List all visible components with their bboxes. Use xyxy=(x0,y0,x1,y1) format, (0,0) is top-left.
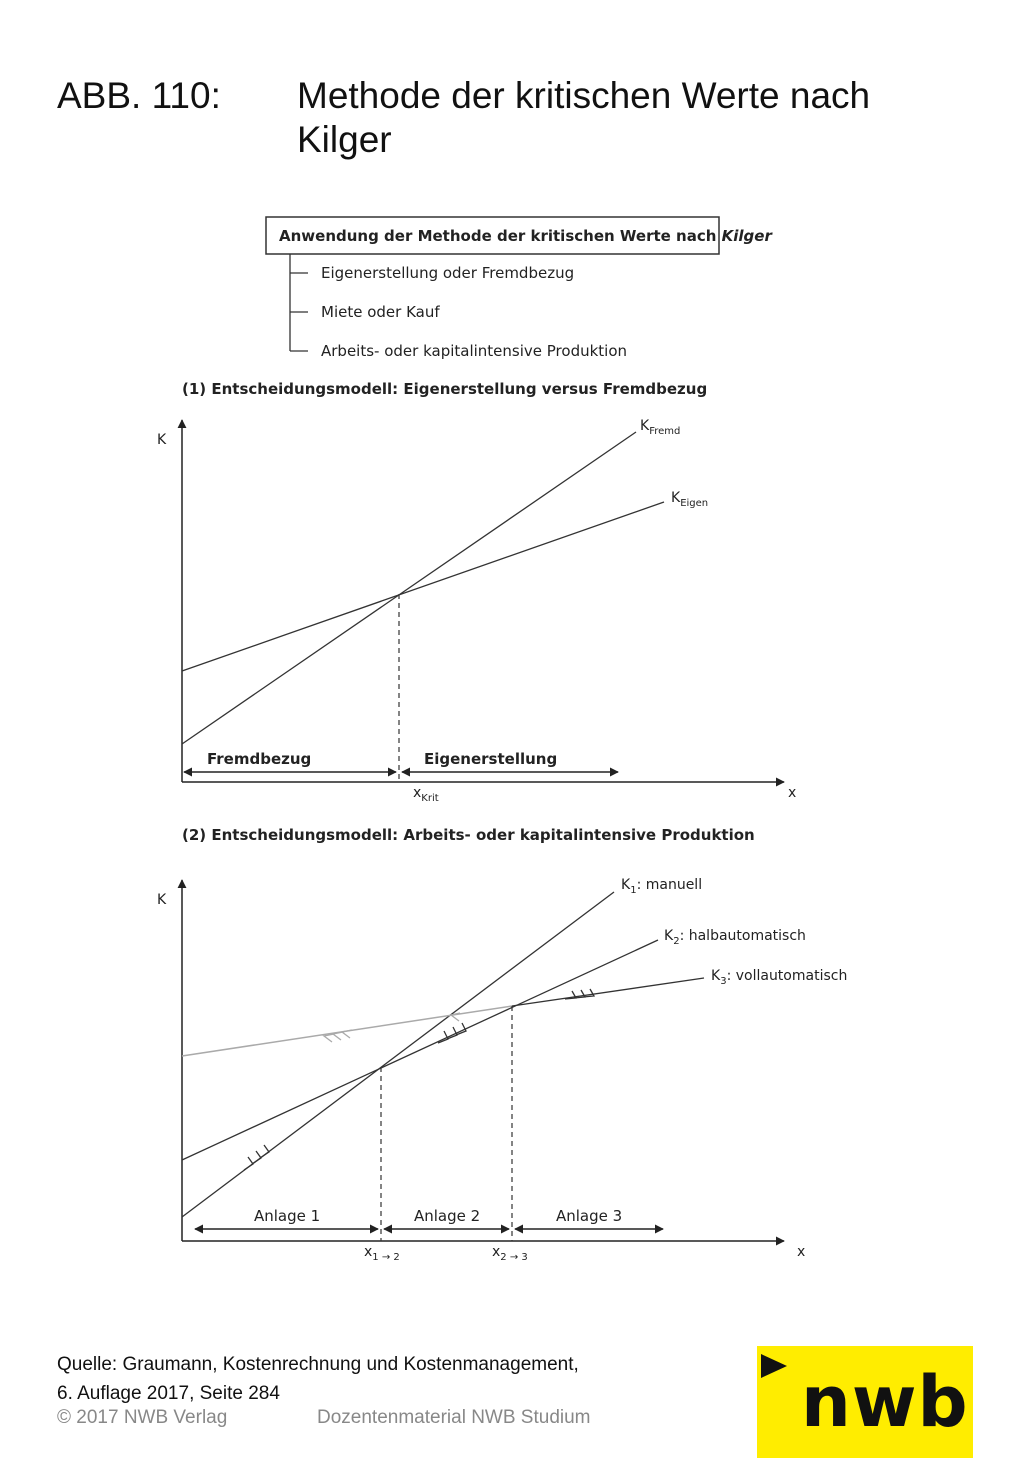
source-line: 6. Auflage 2017, Seite 284 xyxy=(57,1383,280,1404)
legend-k-eigen: $K_{Eigen}$ xyxy=(671,490,709,509)
legend-k-fremd: $K_{Fremd}$ xyxy=(640,418,681,437)
svg-text:Eigenerstellung oder Fremdbezu: Eigenerstellung oder Fremdbezug xyxy=(321,264,575,282)
range-label-fremdbezug: Fremdbezug xyxy=(207,750,312,768)
overview-item xyxy=(290,264,574,282)
overview-item xyxy=(290,342,627,360)
overview-item xyxy=(290,303,440,321)
series-line-k3-vollautomatisch xyxy=(512,978,704,1006)
legend-k3-vollautomatisch: $K_3$: vollautomatisch xyxy=(711,968,848,987)
range-label-anlage-1: Anlage 1 xyxy=(254,1207,321,1225)
source-citation xyxy=(57,1350,579,1408)
chart2-x-label: x xyxy=(797,1244,806,1260)
figure-heading: Methode der kritischen Werte nach Kilger xyxy=(297,75,871,160)
x-1-2-label: $x_{1 \to 2}$ xyxy=(364,1244,400,1263)
svg-text:Miete oder Kauf: Miete oder Kauf xyxy=(321,303,440,321)
chart1-title: (1) Entscheidungsmodell: Eigenerstellung versus Fremdbezug xyxy=(182,380,708,398)
chart1-x-label: x xyxy=(788,785,797,801)
series-line-k2-halbautomatisch xyxy=(182,940,658,1160)
direction-chevrons xyxy=(244,989,594,1170)
footer xyxy=(57,1407,591,1429)
chart1-y-label: K xyxy=(157,432,167,448)
chart2-y-label: K xyxy=(157,892,167,908)
x-krit-label: $x_{Krit}$ xyxy=(413,785,439,804)
play-arrow-icon xyxy=(761,1354,787,1378)
logo-wordmark: nwb xyxy=(801,1361,969,1443)
legend-k1-manuell: $K_1$: manuell xyxy=(621,877,703,896)
range-label-eigenerstellung: Eigenerstellung xyxy=(424,750,558,768)
copyright-text: © 2017 NWB Verlag xyxy=(57,1407,228,1428)
series-line-k-eigen xyxy=(182,502,664,671)
nwb-logo xyxy=(757,1346,973,1458)
overview-heading: Anwendung der Methode der kritischen Werte nach Kilger xyxy=(279,227,772,245)
legend-k2-halbautomatisch: $K_2$: halbautomatisch xyxy=(664,928,806,947)
series-line-k-fremd xyxy=(182,432,636,744)
x-2-3-label: $x_{2 \to 3}$ xyxy=(492,1244,528,1263)
material-text: Dozentenmaterial NWB Studium xyxy=(317,1407,591,1428)
range-label-anlage-2: Anlage 2 xyxy=(414,1207,481,1225)
svg-text:Arbeits- oder kapitalintensive: Arbeits- oder kapitalintensive Produktion xyxy=(321,342,628,360)
source-line: Quelle: Graumann, Kostenrechnung und Kostenmanagement, xyxy=(57,1354,579,1375)
chart2-title: (2) Entscheidungsmodell: Arbeits- oder kapitalintensive Produktion xyxy=(182,826,755,844)
range-label-anlage-3: Anlage 3 xyxy=(556,1207,623,1225)
figure-number: ABB. 110: xyxy=(57,75,221,116)
